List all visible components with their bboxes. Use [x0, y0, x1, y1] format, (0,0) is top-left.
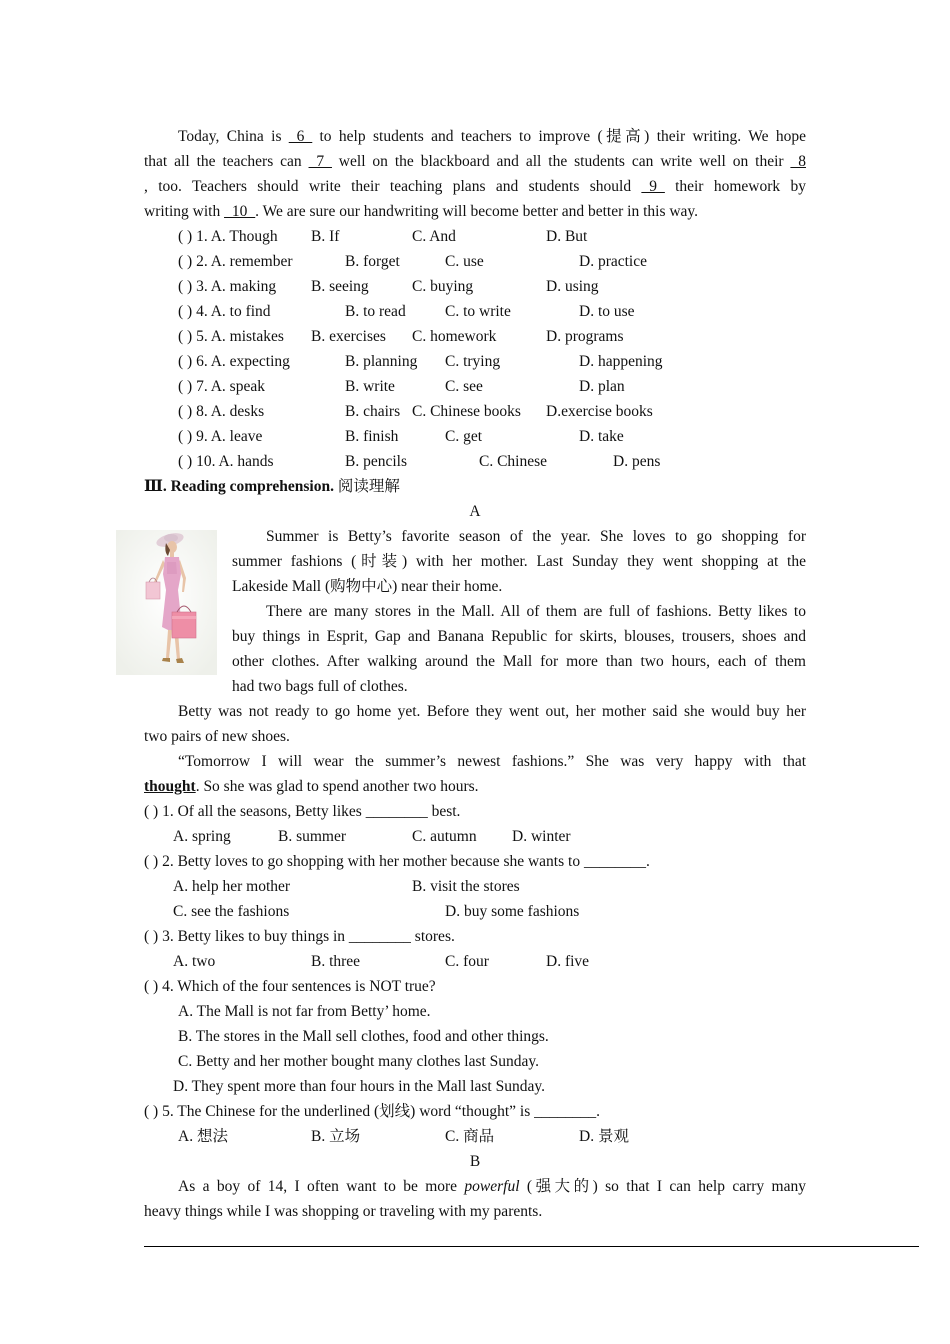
text: . We are sure our handwriting will become better and better in this way.: [255, 203, 699, 220]
question-2-options: [144, 874, 806, 899]
passage-a-line: “Tomorrow I will wear the summer’s newest fashions.” She was very happy with that: [178, 753, 806, 770]
option-c: C. four: [445, 953, 489, 970]
text: their homework by: [664, 178, 806, 195]
blank-10: _10_: [224, 203, 256, 220]
cloze-question-9: [144, 424, 806, 449]
question-1-options: [144, 824, 806, 849]
text: to help students and teachers to improve (提高) their writing. We hope: [312, 128, 807, 145]
cloze-question-5: [144, 324, 806, 349]
option-d: D. 景观: [579, 1128, 629, 1145]
option-a: ( ) 5. A. mistakes: [178, 328, 284, 345]
cloze-line-2: [144, 149, 806, 174]
cloze-question-2: [144, 249, 806, 274]
blank-9: _9_: [641, 178, 665, 195]
cloze-line-4: [144, 199, 806, 224]
text: , too. Teachers should write their teaching plans and students should: [144, 178, 642, 195]
section-title: Ⅲ. Reading comprehension.: [144, 478, 334, 495]
option-a: A. two: [173, 953, 216, 970]
option-d: D. winter: [512, 828, 571, 845]
passage-b-line: [144, 1174, 806, 1199]
question-5-options: [144, 1124, 806, 1149]
option-a: ( ) 1. A. Though: [178, 228, 278, 245]
question-4: ( ) 4. Which of the four sentences is NOT true?: [144, 978, 436, 995]
option-d: D. pens: [613, 453, 661, 470]
option-c: C. see: [445, 378, 483, 395]
passage-a-line: Summer is Betty’s favorite season of the year. She loves to go shopping for: [266, 528, 806, 545]
question-4-option-d: D. They spent more than four hours in the Mall last Sunday.: [173, 1078, 545, 1095]
question-3: ( ) 3. Betty likes to buy things in ________ stores.: [144, 928, 455, 945]
text: (强大的) so that I can help carry many: [519, 1178, 806, 1195]
option-b: B. write: [345, 378, 395, 395]
option-b: B. exercises: [311, 328, 386, 345]
option-a: A. 想法: [178, 1128, 228, 1145]
option-c: C. Chinese: [479, 453, 548, 470]
blank-8: _8: [790, 153, 806, 170]
cloze-question-4: [144, 299, 806, 324]
option-b: B. 立场: [311, 1128, 361, 1145]
blank-6: _6_: [288, 128, 313, 145]
passage-a-line: summer fashions (时装) with her mother. Last Sunday they went shopping at the: [232, 553, 806, 570]
option-a: ( ) 9. A. leave: [178, 428, 263, 445]
passage-a-line: buy things in Esprit, Gap and Banana Republic for skirts, blouses, trousers, shoes and: [232, 628, 806, 645]
option-b: B. three: [311, 953, 361, 970]
section-heading: [144, 474, 806, 499]
option-d: D. five: [546, 953, 590, 970]
question-5: ( ) 5. The Chinese for the underlined (划线) word “thought” is ________.: [144, 1103, 601, 1120]
option-d: D. take: [579, 428, 624, 445]
option-b: B. visit the stores: [412, 878, 520, 895]
cloze-question-6: [144, 349, 806, 374]
passage-b-line: heavy things while I was shopping or traveling with my parents.: [144, 1203, 543, 1220]
option-c: C. 商品: [445, 1128, 495, 1145]
underlined-word: thought: [144, 778, 196, 795]
text: well on the blackboard and all the students can write well on their: [331, 153, 791, 170]
cloze-question-1: [144, 224, 806, 249]
option-d: D. using: [546, 278, 599, 295]
question-3-options: [144, 949, 806, 974]
option-a: ( ) 6. A. expecting: [178, 353, 290, 370]
passage-a-line: [144, 774, 806, 799]
text: that all the teachers can: [144, 153, 309, 170]
cloze-line-3: [144, 174, 806, 199]
option-c: C. use: [445, 253, 484, 270]
cloze-question-7: [144, 374, 806, 399]
question-4-option-b: B. The stores in the Mall sell clothes, food and other things.: [178, 1028, 549, 1045]
option-d: D. practice: [579, 253, 647, 270]
option-c: C. homework: [412, 328, 497, 345]
passage-a-line: Betty was not ready to go home yet. Before they went out, her mother said she would buy her: [178, 703, 806, 720]
cloze-question-8: [144, 399, 806, 424]
passage-a-line: had two bags full of clothes.: [232, 678, 408, 695]
option-d: D. programs: [546, 328, 624, 345]
option-d: D. But: [546, 228, 588, 245]
text: Today, China is: [178, 128, 289, 145]
question-2-options: [144, 899, 806, 924]
emphasized-word: powerful: [464, 1178, 520, 1195]
option-d: D.exercise books: [546, 403, 653, 420]
option-b: B. chairs: [345, 403, 401, 420]
blank-7: _7_: [308, 153, 332, 170]
cloze-question-3: [144, 274, 806, 299]
option-a: ( ) 2. A. remember: [178, 253, 293, 270]
passage-a-line: There are many stores in the Mall. All of them are full of fashions. Betty likes to: [266, 603, 806, 620]
question-2: ( ) 2. Betty loves to go shopping with her mother because she wants to ________.: [144, 853, 650, 870]
option-d: D. happening: [579, 353, 663, 370]
option-a: ( ) 3. A. making: [178, 278, 277, 295]
passage-a-label: A: [469, 503, 481, 520]
option-a: A. spring: [173, 828, 231, 845]
option-b: B. seeing: [311, 278, 369, 295]
option-c: C. see the fashions: [173, 903, 290, 920]
option-d: D. plan: [579, 378, 625, 395]
option-a: ( ) 10. A. hands: [178, 453, 274, 470]
text: As a boy of 14, I often want to be more: [178, 1178, 465, 1195]
question-1: ( ) 1. Of all the seasons, Betty likes ________ best.: [144, 803, 461, 820]
option-c: C. buying: [412, 278, 474, 295]
option-b: B. pencils: [345, 453, 407, 470]
option-c: C. get: [445, 428, 483, 445]
text: writing with: [144, 203, 225, 220]
option-d: D. buy some fashions: [445, 903, 580, 920]
option-a: A. help her mother: [173, 878, 291, 895]
cloze-line-1: [144, 124, 806, 149]
option-b: B. If: [311, 228, 340, 245]
passage-a-line: Lakeside Mall (购物中心) near their home.: [232, 578, 503, 595]
worksheet-page: [144, 124, 806, 1224]
question-4-option-a: A. The Mall is not far from Betty’ home.: [178, 1003, 431, 1020]
option-c: C. autumn: [412, 828, 477, 845]
passage-a-line: other clothes. After walking around the Mall for more than two hours, each of them: [232, 653, 806, 670]
option-b: B. planning: [345, 353, 418, 370]
option-b: B. finish: [345, 428, 399, 445]
woman-with-shopping-bags-photo: [116, 530, 217, 675]
option-d: D. to use: [579, 303, 635, 320]
option-b: B. forget: [345, 253, 400, 270]
option-a: ( ) 4. A. to find: [178, 303, 271, 320]
question-4-option-c: C. Betty and her mother bought many clothes last Sunday.: [178, 1053, 540, 1070]
footer-rule: [144, 1246, 919, 1247]
passage-b-label: B: [469, 1153, 481, 1170]
text: . So she was glad to spend another two hours.: [195, 778, 479, 795]
option-c: C. trying: [445, 353, 501, 370]
option-b: B. to read: [345, 303, 406, 320]
option-c: C. to write: [445, 303, 511, 320]
option-c: C. And: [412, 228, 456, 245]
option-c: C. Chinese books: [412, 403, 521, 420]
option-b: B. summer: [278, 828, 347, 845]
option-a: ( ) 8. A. desks: [178, 403, 265, 420]
section-title-cn: 阅读理解: [337, 478, 400, 495]
passage-a-line: two pairs of new shoes.: [144, 728, 290, 745]
option-a: ( ) 7. A. speak: [178, 378, 265, 395]
cloze-question-10: [144, 449, 806, 474]
